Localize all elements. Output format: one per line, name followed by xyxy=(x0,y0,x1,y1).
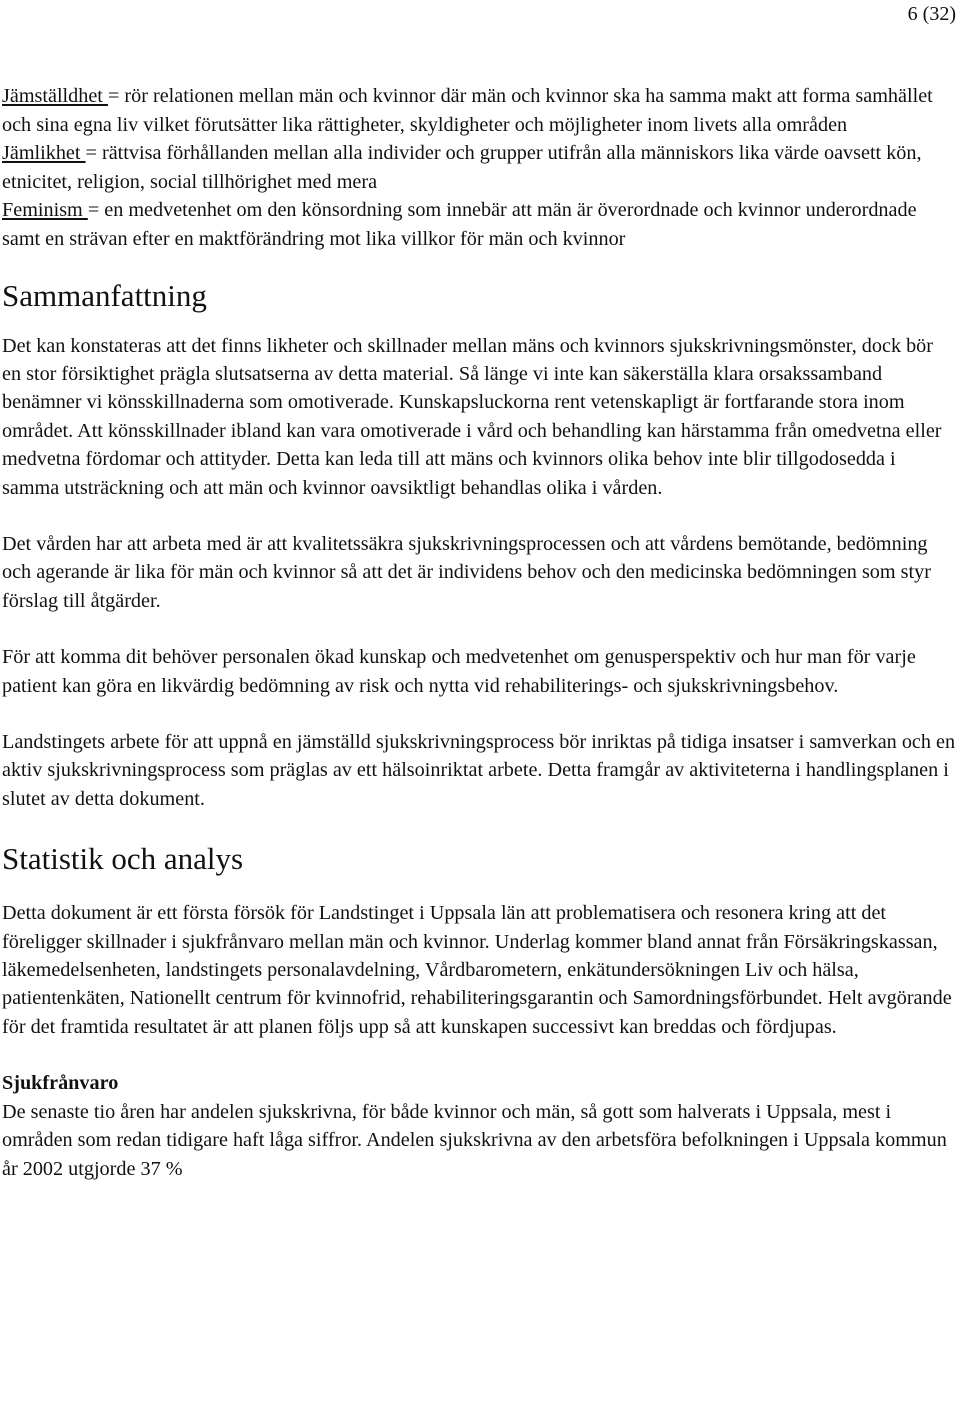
paragraph: Detta dokument är ett första försök för Landstinget i Uppsala län att problematisera och resonera kring att det föreligger skillnader i sjukfrånvaro mellan män och kvinnor. Underlag kommer bland annat från Försäkringskassan, läkemedelsenheten, landstingets personalavdelning, Vårdbarometern, enkätundersökningen Liv och hälsa, patientenkäten, Nationellt centrum för kvinnofrid, rehabiliteringsgarantin och Samordningsförbundet. Helt avgörande för det framtida resultatet är att planen följs upp så att kunskapen successivt kan breddas och fördjupas. xyxy=(2,902,952,1038)
paragraph: Det vården har att arbeta med är att kvalitetssäkra sjukskrivningsprocessen och att vårdens bemötande, bedömning och agerande är lika för män och kvinnor så att det är individens behov och den medicinska bedömningen som styr förslag till åtgärder. xyxy=(2,533,931,612)
paragraph: Landstingets arbete för att uppnå en jämställd sjukskrivningsprocess bör inriktas på tidiga insatser i samverkan och en aktiv sjukskrivningsprocess som präglas av ett hälsoinriktat arbete. Detta framgår av aktiviteterna i handlingsplanen i slutet av detta dokument. xyxy=(2,731,956,810)
definitions-list xyxy=(2,82,956,254)
definition-text: = en medvetenhet om den könsordning som innebär att män är överordnade och kvinnor underordnade samt en strävan efter en maktförändring mot lika villkor för män och kvinnor xyxy=(2,199,917,250)
definition-jamstalldhet xyxy=(2,82,956,139)
paragraph: För att komma dit behöver personalen ökad kunskap och medvetenhet om genusperspektiv och hur man för varje patient kan göra en likvärdig bedömning av risk och nytta vid rehabiliterings- och sjukskrivningsbehov. xyxy=(2,646,916,697)
paragraph: Det kan konstateras att det finns likheter och skillnader mellan mäns och kvinnors sjukskrivningsmönster, dock bör en stor försiktighet prägla slutsatserna av detta material. Så länge vi inte kan säkerställa klara orsakssamband benämner vi könsskillnaderna som omotiverade. Kunskapsluckorna rent vetenskapligt är fortfarande stora inom området. Att könsskillnader ibland kan vara omotiverade i vård och behandling kan härstamma från omedvetna eller medvetna fördomar och attityder. Detta kan leda till att mäns och kvinnors olika behov inte blir tillgodosedda i samma utsträckning och att män och kvinnor oavsiktligt behandlas olika i vården. xyxy=(2,334,942,499)
definition-term: Jämställdhet xyxy=(2,85,108,107)
heading-statistik-och-analys: Statistik och analys xyxy=(2,841,244,877)
definition-text: = rättvisa förhållanden mellan alla individer och grupper utifrån alla människors lika värde oavsett kön, etnicitet, religion, social tillhörighet med mera xyxy=(2,142,922,193)
definition-jamlikhet xyxy=(2,139,956,196)
document-body xyxy=(2,82,956,1183)
heading-sjukfranvaro: Sjukfrånvaro xyxy=(2,1072,119,1095)
page-number: 6 (32) xyxy=(907,3,956,25)
definition-feminism xyxy=(2,196,956,253)
paragraph: De senaste tio åren har andelen sjukskrivna, för både kvinnor och män, så gott som halverats i Uppsala, mest i områden som redan tidigare haft låga siffror. Andelen sjukskrivna av den arbetsföra befolkningen i Uppsala kommun år 2002 utgjorde 37 % xyxy=(2,1100,947,1180)
heading-sammanfattning: Sammanfattning xyxy=(2,277,207,313)
definition-text: = rör relationen mellan män och kvinnor där män och kvinnor ska ha samma makt att forma samhället och sina egna liv vilket förutsätter lika rättigheter, skyldigheter och möjligheter inom livets alla områden xyxy=(2,85,933,136)
definition-term: Jämlikhet xyxy=(2,142,86,165)
definition-term: Feminism xyxy=(2,199,88,222)
